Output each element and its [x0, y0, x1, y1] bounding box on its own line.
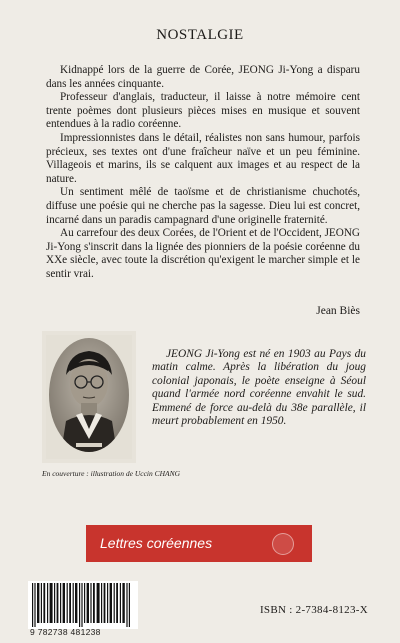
barcode-number: 9 782738 481238	[30, 627, 101, 637]
author-portrait-frame	[42, 331, 136, 463]
seal-icon	[272, 533, 294, 555]
blurb-author: Jean Biès	[316, 305, 360, 317]
page-title: NOSTALGIE	[156, 27, 244, 43]
blurb-paragraph: Au carrefour des deux Corées, de l'Orient et de l'Occident, JEONG Ji-Yong s'inscrit dans la lignée des pionniers de la poésie coréenne du XXe siècle, avec toute la discrétion qu'exigent le marcher simple et le sentir vrai.	[46, 227, 360, 280]
barcode	[28, 581, 138, 629]
blurb-paragraph: Impressionnistes dans le détail, réalistes non sans humour, parfois précieux, ses textes ont d'une fraîcheur naïve et un peu féminine. Villageois et marins, ils se calquent aux images et au respect de la nature.	[46, 131, 360, 185]
series-label: Lettres coréennes	[100, 535, 213, 551]
blurb	[46, 64, 360, 282]
author-portrait	[46, 335, 132, 459]
isbn: ISBN : 2-7384-8123-X	[259, 604, 368, 616]
blurb-paragraph: Kidnappé lors de la guerre de Corée, JEONG Ji-Yong a disparu dans les années cinquante.	[46, 64, 360, 90]
blurb-paragraph: Professeur d'anglais, traducteur, il laisse à notre mémoire cent trente poèmes dont plusieurs pièces mises en musique et souvent entendues à la radio coréenne.	[46, 91, 360, 131]
author-biography	[152, 348, 366, 428]
blurb-paragraph: Un sentiment mêlé de taoïsme et de christianisme chuchotés, diffuse une poésie qui ne cherche pas la sagesse. Dieu lui est concret, incarné dans un paradis campagnard d'une originelle fraternité.	[46, 186, 360, 226]
series-banner	[86, 525, 312, 562]
biography-text: JEONG Ji-Yong est né en 1903 au Pays du matin calme. Après la libération du joug colonial japonais, le poète enseigne à Séoul quand l'armée nord coréenne envahit le sud. Emmené de force au-delà du 38e parallèle, il meurt probablement en 1950.	[152, 348, 366, 428]
cover-credit: En couverture : illustration de Uccin CHANG	[42, 469, 181, 478]
